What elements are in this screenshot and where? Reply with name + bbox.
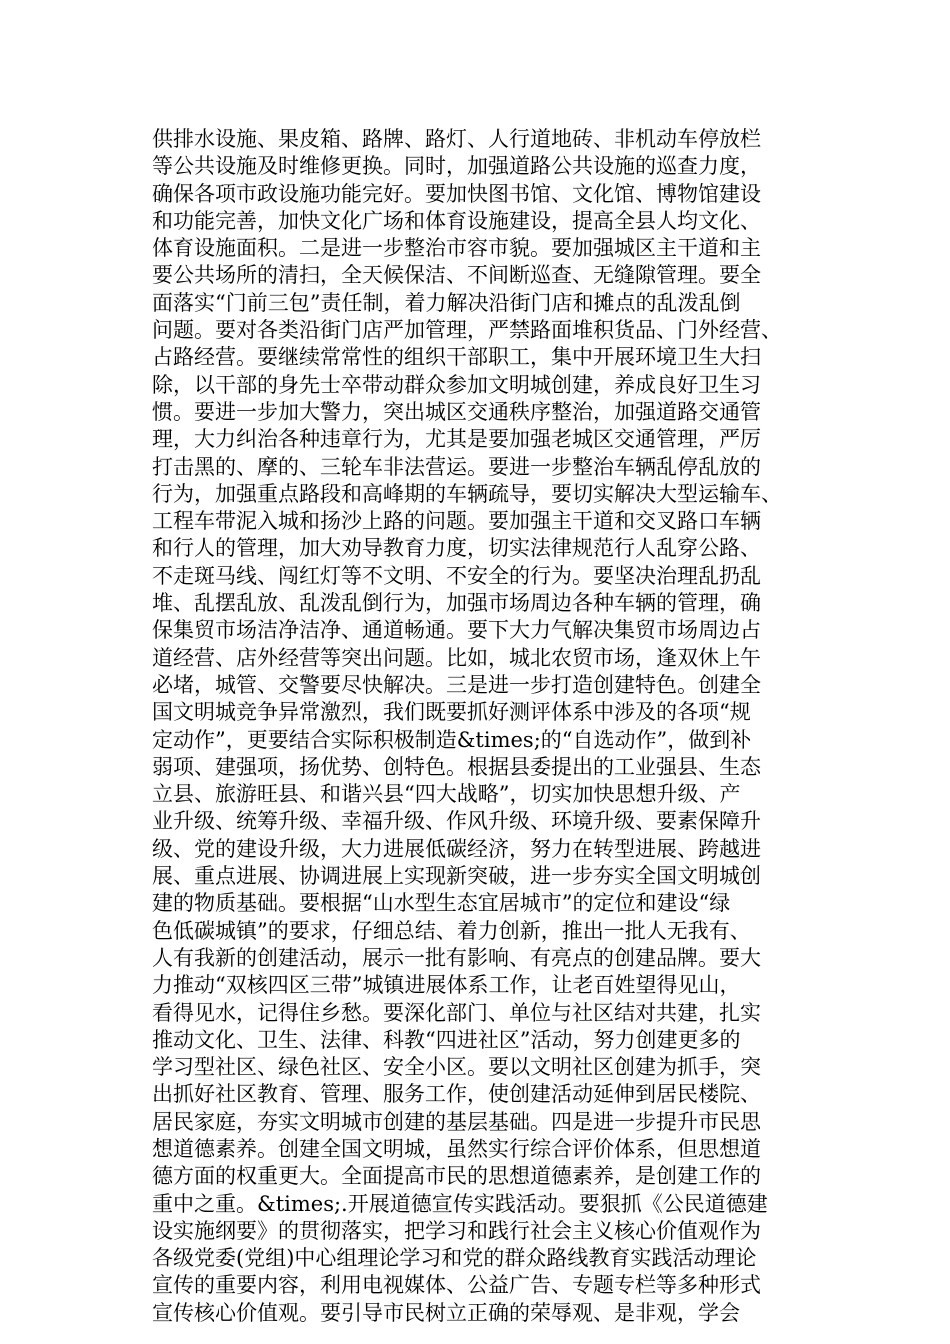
text-line: 居民家庭，夯实文明城市创建的基层基础。四是进一步提升市民思 <box>152 1109 761 1134</box>
text-line: 级、党的建设升级，大力进展低碳经济，努力在转型进展、跨越进 <box>152 836 761 861</box>
text-line: 设实施纲要》的贯彻落实，把学习和践行社会主义核心价值观作为 <box>152 1218 761 1243</box>
text-line: 面落实“门前三包”责任制，着力解决沿街门店和摊点的乱泼乱倒 <box>152 290 741 315</box>
text-line: 力推动“双核四区三带”城镇进展体系工作，让老百姓望得见山， <box>152 973 741 998</box>
text-line: 弱项、建强项，扬优势、创特色。根据县委提出的工业强县、生态 <box>152 754 761 779</box>
text-line: 行为，加强重点路段和高峰期的车辆疏导，要切实解决大型运输车、 <box>152 481 782 506</box>
text-line: 不走斑马线、闯红灯等不文明、不安全的行为。要坚决治理乱扔乱 <box>152 563 761 588</box>
text-line: 道经营、店外经营等突出问题。比如，城北农贸市场，逢双休上午 <box>152 645 761 670</box>
text-line: 惯。要进一步加大警力，突出城区交通秩序整治，加强道路交通管 <box>152 399 761 424</box>
text-line: 展、重点进展、协调进展上实现新突破，进一步夯实全国文明城创 <box>152 864 761 889</box>
text-line: 等公共设施及时维修更换。同时，加强道路公共设施的巡查力度， <box>152 154 761 179</box>
text-line: 业升级、统筹升级、幸福升级、作风升级、环境升级、要素保障升 <box>152 809 761 834</box>
text-line: 问题。要对各类沿街门店严加管理，严禁路面堆积货品、门外经营、 <box>152 318 782 343</box>
text-line: 占路经营。要继续常常性的组织干部职工，集中开展环境卫生大扫 <box>152 345 761 370</box>
text-line: 和功能完善，加快文化广场和体育设施建设，提高全县人均文化、 <box>152 208 761 233</box>
text-line: 立县、旅游旺县、和谐兴县“四大战略”，切实加快思想升级、产 <box>152 782 741 807</box>
text-line: 色低碳城镇”的要求，仔细总结、着力创新，推出一批人无我有、 <box>152 918 751 943</box>
text-line: 体育设施面积。二是进一步整治市容市貌。要加强城区主干道和主 <box>152 236 761 261</box>
text-line: 人有我新的创建活动，展示一批有影响、有亮点的创建品牌。要大 <box>152 945 761 970</box>
text-line: 看得见水，记得住乡愁。要深化部门、单位与社区结对共建，扎实 <box>152 1000 761 1025</box>
text-line: 学习型社区、绿色社区、安全小区。要以文明社区创建为抓手，突 <box>152 1055 761 1080</box>
text-line: 德方面的权重更大。全面提高市民的思想道德素养，是创建工作的 <box>152 1164 761 1189</box>
text-line: 推动文化、卫生、法律、科教“四进社区”活动，努力创建更多的 <box>152 1027 741 1052</box>
text-line: 工程车带泥入城和扬沙上路的问题。要加强主干道和交叉路口车辆 <box>152 509 761 534</box>
text-line: 必堵，城管、交警要尽快解决。三是进一步打造创建特色。创建全 <box>152 672 761 697</box>
text-line: 出抓好社区教育、管理、服务工作，使创建活动延伸到居民楼院、 <box>152 1082 761 1107</box>
text-line: 打击黑的、摩的、三轮车非法营运。要进一步整治车辆乱停乱放的 <box>152 454 761 479</box>
text-line: 保集贸市场洁净洁净、通道畅通。要下大力气解决集贸市场周边占 <box>152 618 761 643</box>
text-line: 国文明城竞争异常激烈，我们既要抓好测评体系中涉及的各项“规 <box>152 700 751 725</box>
text-line: 定动作”，更要结合实际积极制造&times;的“自选动作”，做到补 <box>152 727 752 752</box>
text-line: 要公共场所的清扫，全天候保洁、不间断巡查、无缝隙管理。要全 <box>152 263 761 288</box>
text-line: 确保各项市政设施功能完好。要加快图书馆、文化馆、博物馆建设 <box>152 181 761 206</box>
text-line: 除，以干部的身先士卒带动群众参加文明城创建，养成良好卫生习 <box>152 372 761 397</box>
text-line: 各级党委(党组)中心组理论学习和党的群众路线教育实践活动理论 <box>152 1246 757 1271</box>
text-line: 想道德素养。创建全国文明城，虽然实行综合评价体系，但思想道 <box>152 1136 761 1161</box>
text-line: 重中之重。&times;.开展道德宣传实践活动。要狠抓《公民道德建 <box>152 1191 768 1216</box>
text-line: 堆、乱摆乱放、乱泼乱倒行为，加强市场周边各种车辆的管理，确 <box>152 591 761 616</box>
text-line: 理，大力纠治各种违章行为，尤其是要加强老城区交通管理，严厉 <box>152 427 761 452</box>
text-line: 宣传核心价值观。要引导市民树立正确的荣辱观、是非观，学会 <box>152 1300 740 1325</box>
text-line: 和行人的管理，加大劝导教育力度，切实法律规范行人乱穿公路、 <box>152 536 761 561</box>
text-line: 供排水设施、果皮箱、路牌、路灯、人行道地砖、非机动车停放栏 <box>152 127 761 151</box>
body-text <box>152 126 832 1327</box>
text-line: 宣传的重要内容，利用电视媒体、公益广告、专题专栏等多种形式 <box>152 1273 761 1298</box>
text-line: 建的物质基础。要根据“山水型生态宜居城市”的定位和建设“绿 <box>152 891 731 916</box>
